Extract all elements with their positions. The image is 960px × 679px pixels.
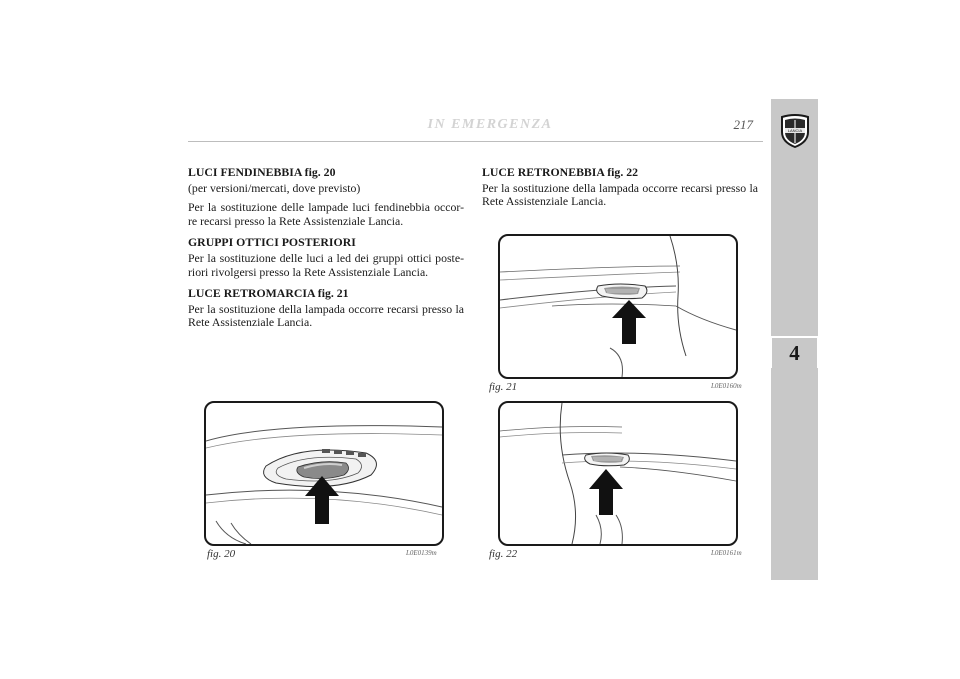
header-divider [188, 141, 763, 142]
section-rear-light-clusters [188, 236, 464, 279]
figure-22-code: L0E0161m [711, 549, 742, 557]
pointer-arrow-icon [589, 469, 623, 515]
section-fog-lights [188, 166, 464, 228]
pointer-arrow-icon [612, 300, 646, 344]
section-rear-fog-light [482, 166, 758, 209]
heading-rear-fog-light: LUCE RETRONEBBIA fig. 22 [482, 165, 639, 179]
figure-22-rear-fog-light [498, 401, 738, 546]
page-number: 217 [733, 117, 753, 132]
body-rear-fog-light: Per la sostituzione della lampada occorre recarsi presso la Rete Assistenziale Lancia. [482, 180, 758, 209]
left-text-column [188, 166, 464, 338]
figure-20-label: fig. 20 [207, 548, 236, 560]
heading-reverse-light: LUCE RETROMARCIA fig. 21 [188, 286, 349, 301]
section-title: IN EMERGENZA [427, 117, 553, 132]
body-reverse-light: Per la sostituzione della lampada occorre recarsi presso la Rete Assistenziale Lancia. [188, 301, 464, 330]
body-rear-light-clusters: Per la sostituzione delle luci a led dei gruppi ottici poste-riori rivolgersi presso la Rete Assistenziale Lancia. [188, 250, 464, 279]
figure-20-fog-light [204, 401, 444, 546]
logo-text: LANCIA [787, 128, 803, 133]
heading-fog-lights: LUCI FENDINEBBIA fig. 20 [188, 165, 336, 179]
subheading-fog-lights: (per versioni/mercati, dove previsto) [188, 180, 361, 195]
figure-21-code: L0E0160m [711, 382, 742, 390]
rear-fog-lamp [585, 453, 630, 466]
right-text-column [482, 166, 758, 217]
body-fog-lights: Per la sostituzione delle lampade luci fendinebbia occor-re recarsi presso la Rete Assistenziale Lancia. [188, 200, 464, 228]
lancia-shield-icon [780, 114, 810, 148]
heading-rear-light-clusters: GRUPPI OTTICI POSTERIORI [188, 235, 356, 250]
section-reverse-light [188, 287, 464, 330]
figure-22-label: fig. 22 [489, 548, 518, 560]
chapter-number[interactable]: 4 [772, 338, 817, 368]
reverse-light-lamp [597, 284, 647, 299]
figure-20-code: L0E0139m [406, 549, 437, 557]
figure-21-reverse-light [498, 234, 738, 379]
figure-21-label: fig. 21 [489, 381, 518, 393]
